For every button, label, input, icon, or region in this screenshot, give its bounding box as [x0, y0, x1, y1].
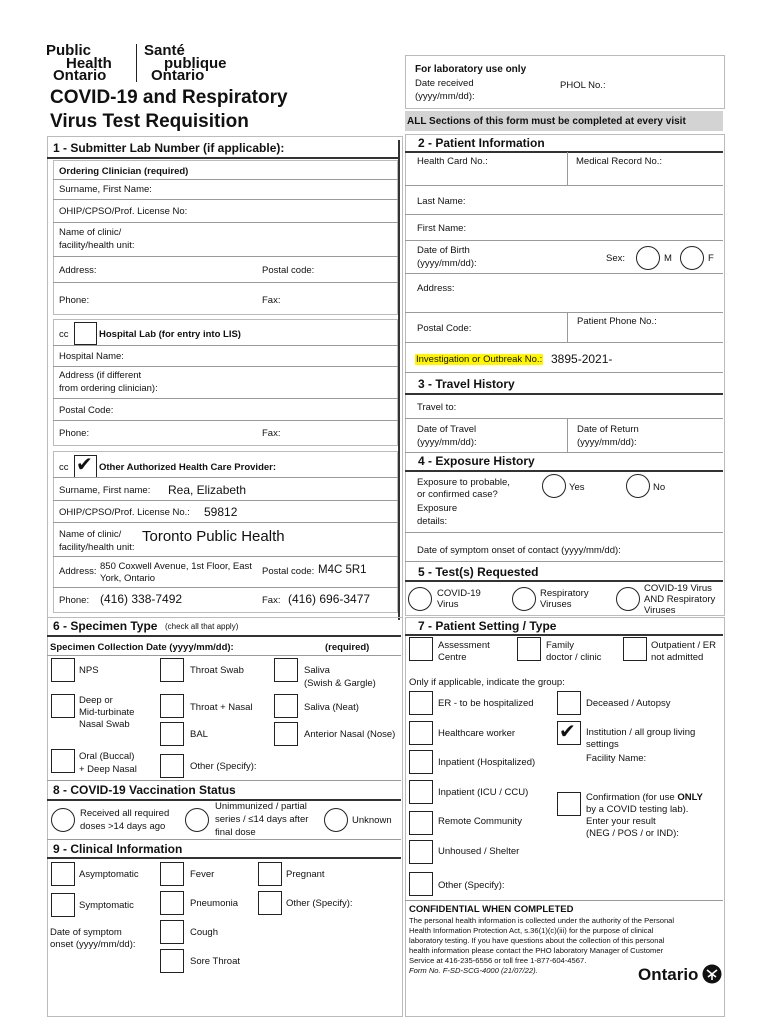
- phol-no-label: PHOL No.:: [560, 80, 606, 91]
- specimen-deep-checkbox[interactable]: [51, 694, 75, 718]
- patient-postal-label: Postal Code:: [417, 323, 472, 334]
- sex-m-radio[interactable]: [636, 246, 660, 270]
- rule: [47, 780, 401, 781]
- exposure-question-1: Exposure to probable,: [417, 477, 510, 488]
- rule: [53, 199, 398, 200]
- specimen-saliva-label-1: Saliva: [304, 665, 330, 676]
- rule: [405, 342, 723, 343]
- clinical-symptomatic-label: Symptomatic: [79, 900, 134, 911]
- clinical-pneumonia-label: Pneumonia: [190, 898, 239, 909]
- mrn-label: Medical Record No.:: [576, 156, 663, 167]
- specimen-deep-label-3: Nasal Swab: [79, 719, 130, 730]
- setting-outpatient-label-2: not admitted: [651, 652, 704, 663]
- form-number: Form No. F-SD-SCG-4000 (21/07/22).: [409, 966, 538, 975]
- clinical-fever-checkbox[interactable]: [160, 862, 184, 886]
- exposure-yes-radio[interactable]: [542, 474, 566, 498]
- exposure-no-radio[interactable]: [626, 474, 650, 498]
- provider-phone-label: Phone:: [59, 595, 90, 606]
- ontario-trillium-icon: [702, 964, 722, 984]
- clinical-asymptomatic-checkbox[interactable]: [51, 862, 75, 886]
- logo-en-2: Health: [66, 55, 112, 72]
- setting-remote-label: Remote Community: [438, 816, 522, 827]
- sex-m-label: M: [664, 253, 672, 264]
- dob-label-2: (yyyy/mm/dd):: [417, 258, 477, 269]
- specimen-oral-label-2: + Deep Nasal: [79, 764, 137, 775]
- setting-remote-checkbox[interactable]: [409, 811, 433, 835]
- specimen-date-label: Specimen Collection Date (yyyy/mm/dd):: [50, 642, 234, 653]
- section-6-note: (check all that apply): [165, 622, 239, 631]
- vaccination-unknown-radio[interactable]: [324, 808, 348, 832]
- patient-phone-label: Patient Phone No.:: [577, 316, 657, 327]
- vaccination-received-label-2: doses >14 days ago: [80, 821, 166, 832]
- privacy-line-2: Health Information Protection Act, s.36(1)(c)(iii) for the purpose of clinical: [409, 926, 654, 935]
- setting-family-label-2: doctor / clinic: [546, 652, 602, 663]
- section-7-rule: [405, 634, 723, 636]
- setting-institution-check-icon: ✔: [559, 721, 576, 743]
- rule: [405, 214, 723, 215]
- hospital-postal-label: Postal Code:: [59, 405, 114, 416]
- setting-unhoused-checkbox[interactable]: [409, 840, 433, 864]
- test-respiratory-label-2: Viruses: [540, 599, 572, 610]
- section-6-rule: [47, 635, 401, 637]
- specimen-other-label: Other (Specify):: [190, 761, 257, 772]
- provider-postal-value: M4C 5R1: [318, 564, 367, 576]
- rule: [53, 179, 398, 180]
- vaccination-unimmunized-label-1: Unimmunized / partial: [215, 801, 307, 812]
- section-2-rule: [405, 151, 723, 153]
- setting-healthcare-checkbox[interactable]: [409, 721, 433, 745]
- specimen-anterior-checkbox[interactable]: [274, 722, 298, 746]
- specimen-bal-checkbox[interactable]: [160, 722, 184, 746]
- outbreak-label: Investigation or Outbreak No.:: [416, 354, 543, 365]
- setting-deceased-label: Deceased / Autopsy: [586, 698, 671, 709]
- rule: [405, 312, 723, 313]
- provider-heading: Other Authorized Health Care Provider:: [99, 462, 277, 473]
- exposure-question-2: or confirmed case?: [417, 489, 498, 500]
- hospital-phone-label: Phone:: [59, 428, 90, 439]
- setting-assessment-checkbox[interactable]: [409, 637, 433, 661]
- provider-phone-value: (416) 338-7492: [100, 592, 183, 606]
- clinical-pregnant-checkbox[interactable]: [258, 862, 282, 886]
- section-1-rule: [47, 157, 399, 159]
- specimen-throat-nasal-label: Throat + Nasal: [190, 702, 253, 713]
- section-8-heading: 8 - COVID-19 Vaccination Status: [53, 783, 236, 797]
- dob-label-1: Date of Birth: [417, 245, 470, 256]
- test-covid-label-1: COVID-19: [437, 588, 481, 599]
- rule: [53, 256, 398, 257]
- section-1-heading: 1 - Submitter Lab Number (if applicable):: [53, 141, 285, 155]
- logo-fr-3: Ontario: [151, 67, 205, 84]
- contact-onset-label: Date of symptom onset of contact (yyyy/mm/dd):: [417, 545, 621, 556]
- rule: [567, 312, 568, 342]
- clinical-sore-throat-label: Sore Throat: [190, 956, 240, 967]
- setting-unhoused-label: Unhoused / Shelter: [438, 846, 520, 857]
- provider-address-label: Address:: [59, 566, 97, 577]
- vaccination-unimmunized-label-3: final dose: [215, 827, 256, 838]
- health-card-label: Health Card No.:: [417, 156, 488, 167]
- fax-label: Fax:: [262, 295, 281, 306]
- rule: [53, 282, 398, 283]
- sex-f-label: F: [708, 253, 714, 264]
- rule: [567, 152, 568, 185]
- clinic-label-1: Name of clinic/: [59, 227, 122, 238]
- confidential-label: CONFIDENTIAL WHEN COMPLETED: [409, 904, 574, 915]
- return-date-label-2: (yyyy/mm/dd):: [577, 437, 637, 448]
- rule: [405, 372, 723, 373]
- patient-address-label: Address:: [417, 283, 455, 294]
- provider-license-value: 59812: [204, 505, 238, 519]
- setting-institution-label-2: settings: [586, 739, 619, 750]
- hospital-address-label-2: from ordering clinician):: [59, 383, 158, 394]
- hospital-fax-label: Fax:: [262, 428, 281, 439]
- rule: [567, 418, 568, 452]
- setting-assessment-label-2: Centre: [438, 652, 467, 663]
- rule: [405, 452, 723, 453]
- rule: [405, 900, 723, 901]
- setting-only-if-label: Only if applicable, indicate the group:: [409, 677, 565, 688]
- setting-er-checkbox[interactable]: [409, 691, 433, 715]
- vaccination-received-label-1: Received all required: [80, 808, 170, 819]
- test-respiratory-radio[interactable]: [512, 587, 536, 611]
- setting-assessment-label-1: Assessment: [438, 640, 490, 651]
- license-label: OHIP/CPSO/Prof. License No:: [59, 206, 188, 217]
- test-both-label-1: COVID-19 Virus: [644, 583, 712, 594]
- specimen-bal-label: BAL: [190, 729, 208, 740]
- rule: [53, 522, 398, 523]
- section-5-heading: 5 - Test(s) Requested: [418, 565, 539, 579]
- section-4-rule: [405, 470, 723, 472]
- setting-confirmation-label-1: Confirmation (for use: [586, 792, 675, 803]
- exposure-details-label-2: details:: [417, 516, 448, 527]
- setting-confirmation-line-1: [586, 792, 703, 803]
- setting-confirmation-label-4: (NEG / POS / or IND):: [586, 828, 679, 839]
- all-sections-note: ALL Sections of this form must be completed at every visit: [407, 116, 686, 127]
- privacy-notice: [409, 916, 674, 976]
- setting-er-label: ER - to be hospitalized: [438, 698, 534, 709]
- setting-other-label: Other (Specify):: [438, 880, 505, 891]
- clinical-cough-label: Cough: [190, 927, 218, 938]
- phone-label: Phone:: [59, 295, 90, 306]
- ontario-wordmark: Ontario: [638, 965, 699, 984]
- section-9-rule: [47, 857, 401, 859]
- setting-icu-checkbox[interactable]: [409, 780, 433, 804]
- setting-inpatient-checkbox[interactable]: [409, 750, 433, 774]
- setting-confirmation-label-2: by a COVID testing lab).: [586, 804, 689, 815]
- outbreak-value: 3895-2021-: [551, 352, 613, 366]
- column-divider: [398, 140, 400, 620]
- clinical-onset-label-1: Date of symptom: [50, 927, 122, 938]
- specimen-required-label: (required): [325, 642, 370, 653]
- specimen-nps-label: NPS: [79, 665, 99, 676]
- clinical-asymptomatic-label: Asymptomatic: [79, 869, 139, 880]
- section-4-heading: 4 - Exposure History: [418, 454, 535, 468]
- logo-en-1: Public: [46, 42, 92, 59]
- exposure-no-label: No: [653, 482, 666, 493]
- rule: [405, 418, 723, 419]
- setting-family-checkbox[interactable]: [517, 637, 541, 661]
- setting-inpatient-label: Inpatient (Hospitalized): [438, 757, 536, 768]
- specimen-throat-label: Throat Swab: [190, 665, 244, 676]
- specimen-throat-checkbox[interactable]: [160, 658, 184, 682]
- rule: [53, 587, 398, 588]
- test-covid-radio[interactable]: [408, 587, 432, 611]
- clinical-fever-label: Fever: [190, 869, 215, 880]
- specimen-deep-label-2: Mid-turbinate: [79, 707, 135, 718]
- rule: [405, 532, 723, 533]
- date-received-label: Date received: [415, 78, 474, 89]
- section-9-heading: 9 - Clinical Information: [53, 842, 183, 856]
- exposure-details-label-1: Exposure: [417, 503, 458, 514]
- travel-date-label-2: (yyyy/mm/dd):: [417, 437, 477, 448]
- clinical-other-label: Other (Specify):: [286, 898, 353, 909]
- clinical-onset-label-2: onset (yyyy/mm/dd):: [50, 939, 136, 950]
- provider-address-value-1: 850 Coxwell Avenue, 1st Floor, East: [100, 561, 252, 572]
- vaccination-received-radio[interactable]: [51, 808, 75, 832]
- sex-label: Sex:: [606, 253, 626, 264]
- specimen-saliva-checkbox[interactable]: [274, 658, 298, 682]
- section-5-rule: [405, 580, 723, 582]
- rule: [53, 222, 398, 223]
- clinical-pregnant-label: Pregnant: [286, 869, 325, 880]
- logo-fr-1: Santé: [144, 42, 185, 59]
- clinical-sore-throat-checkbox[interactable]: [160, 949, 184, 973]
- privacy-line-1: The personal health information is collected under the authority of the Personal: [409, 916, 675, 925]
- provider-postal-label: Postal code:: [262, 566, 315, 577]
- specimen-nps-checkbox[interactable]: [51, 658, 75, 682]
- provider-fax-value: (416) 696-3477: [288, 592, 371, 606]
- return-date-label-1: Date of Return: [577, 424, 639, 435]
- clinical-cough-checkbox[interactable]: [160, 920, 184, 944]
- hospital-address-label-1: Address (if different: [59, 370, 142, 381]
- vaccination-unknown-label: Unknown: [352, 815, 392, 826]
- privacy-line-4: health information please contact the PHO laboratory Manager of Customer: [409, 946, 664, 955]
- provider-address-value-2: York, Ontario: [100, 573, 156, 584]
- provider-clinic-label-2: facility/health unit:: [59, 542, 135, 553]
- test-both-label-3: Viruses: [644, 605, 676, 616]
- vaccination-unimmunized-label-2: series / ≤14 days after: [215, 814, 309, 825]
- setting-confirmation-only: ONLY: [677, 792, 703, 803]
- specimen-other-checkbox[interactable]: [160, 754, 184, 778]
- section-6-heading: 6 - Specimen Type: [53, 619, 158, 633]
- test-covid-label-2: Virus: [437, 599, 459, 610]
- hospital-name-label: Hospital Name:: [59, 351, 124, 362]
- setting-family-label-1: Family: [546, 640, 574, 651]
- rule: [405, 273, 723, 274]
- provider-surname-value: Rea, Elizabeth: [168, 483, 247, 497]
- travel-to-label: Travel to:: [417, 402, 457, 413]
- surname-label: Surname, First Name:: [59, 184, 152, 195]
- provider-clinic-label-1: Name of clinic/: [59, 529, 122, 540]
- test-both-radio[interactable]: [616, 587, 640, 611]
- setting-icu-label: Inpatient (ICU / CCU): [438, 787, 529, 798]
- lab-use-label: For laboratory use only: [415, 64, 527, 75]
- logo-en-3: Ontario: [53, 67, 107, 84]
- privacy-line-3: laboratory testing. If you have questions about the collection of this personal: [409, 936, 665, 945]
- specimen-saliva-neat-label: Saliva (Neat): [304, 702, 359, 713]
- rule: [53, 366, 398, 367]
- rule: [53, 556, 398, 557]
- postal-label: Postal code:: [262, 265, 315, 276]
- provider-clinic-value: Toronto Public Health: [142, 528, 285, 545]
- clinical-symptomatic-checkbox[interactable]: [51, 893, 75, 917]
- specimen-deep-label-1: Deep or: [79, 695, 113, 706]
- provider-check-mark-icon: ✔: [76, 454, 93, 476]
- section-7-heading: 7 - Patient Setting / Type: [418, 619, 557, 633]
- sex-f-radio[interactable]: [680, 246, 704, 270]
- logo-divider: [136, 44, 137, 82]
- rule: [53, 477, 398, 478]
- logo-fr-2: publique: [164, 55, 227, 72]
- hospital-lab-heading: Hospital Lab (for entry into LIS): [99, 329, 241, 340]
- test-respiratory-label-1: Respiratory: [540, 588, 589, 599]
- last-name-label: Last Name:: [417, 196, 466, 207]
- ordering-clinician-label: Ordering Clinician (required): [59, 166, 189, 177]
- hospital-cc-label: cc: [59, 329, 69, 340]
- specimen-saliva-label-2: (Swish & Gargle): [304, 678, 376, 689]
- rule: [53, 500, 398, 501]
- test-both-label-2: AND Respiratory: [644, 594, 716, 605]
- hospital-cc-checkbox[interactable]: [74, 322, 97, 345]
- rule: [405, 561, 723, 562]
- setting-confirmation-label-3: Enter your result: [586, 816, 656, 827]
- exposure-yes-label: Yes: [569, 482, 585, 493]
- setting-outpatient-label-1: Outpatient / ER: [651, 640, 716, 651]
- specimen-oral-label-1: Oral (Buccal): [79, 751, 135, 762]
- clinical-other-checkbox[interactable]: [258, 891, 282, 915]
- specimen-anterior-label: Anterior Nasal (Nose): [304, 729, 396, 740]
- provider-license-label: OHIP/CPSO/Prof. License No.:: [59, 507, 190, 518]
- section-3-rule: [405, 393, 723, 395]
- specimen-oral-checkbox[interactable]: [51, 749, 75, 773]
- rule: [405, 185, 723, 186]
- rule: [47, 839, 401, 840]
- setting-healthcare-label: Healthcare worker: [438, 728, 516, 739]
- form-title-1: COVID-19 and Respiratory: [50, 87, 288, 108]
- privacy-line-5: Service at 416-235-6556 or toll free 1-877-604-4567.: [409, 956, 587, 965]
- provider-cc-label: cc: [59, 462, 69, 473]
- setting-deceased-checkbox[interactable]: [557, 691, 581, 715]
- provider-fax-label: Fax:: [262, 595, 281, 606]
- rule: [53, 420, 398, 421]
- address-label: Address:: [59, 265, 97, 276]
- date-received-format: (yyyy/mm/dd):: [415, 91, 475, 102]
- setting-facility-label: Facility Name:: [586, 753, 647, 764]
- setting-outpatient-checkbox[interactable]: [623, 637, 647, 661]
- rule: [405, 240, 723, 241]
- setting-institution-label-1: Institution / all group living: [586, 727, 696, 738]
- travel-date-label-1: Date of Travel: [417, 424, 477, 435]
- first-name-label: First Name:: [417, 223, 467, 234]
- specimen-saliva-neat-checkbox[interactable]: [274, 694, 298, 718]
- setting-other-checkbox[interactable]: [409, 872, 433, 896]
- clinical-pneumonia-checkbox[interactable]: [160, 891, 184, 915]
- section-2-heading: 2 - Patient Information: [418, 136, 545, 150]
- form-title-2: Virus Test Requisition: [50, 111, 249, 132]
- clinic-label-2: facility/health unit:: [59, 240, 135, 251]
- setting-confirmation-checkbox[interactable]: [557, 792, 581, 816]
- rule: [53, 398, 398, 399]
- specimen-throat-nasal-checkbox[interactable]: [160, 694, 184, 718]
- vaccination-unimmunized-radio[interactable]: [185, 808, 209, 832]
- section-3-heading: 3 - Travel History: [418, 377, 515, 391]
- provider-surname-label: Surname, First name:: [59, 485, 151, 496]
- rule: [47, 655, 401, 656]
- rule: [53, 345, 398, 346]
